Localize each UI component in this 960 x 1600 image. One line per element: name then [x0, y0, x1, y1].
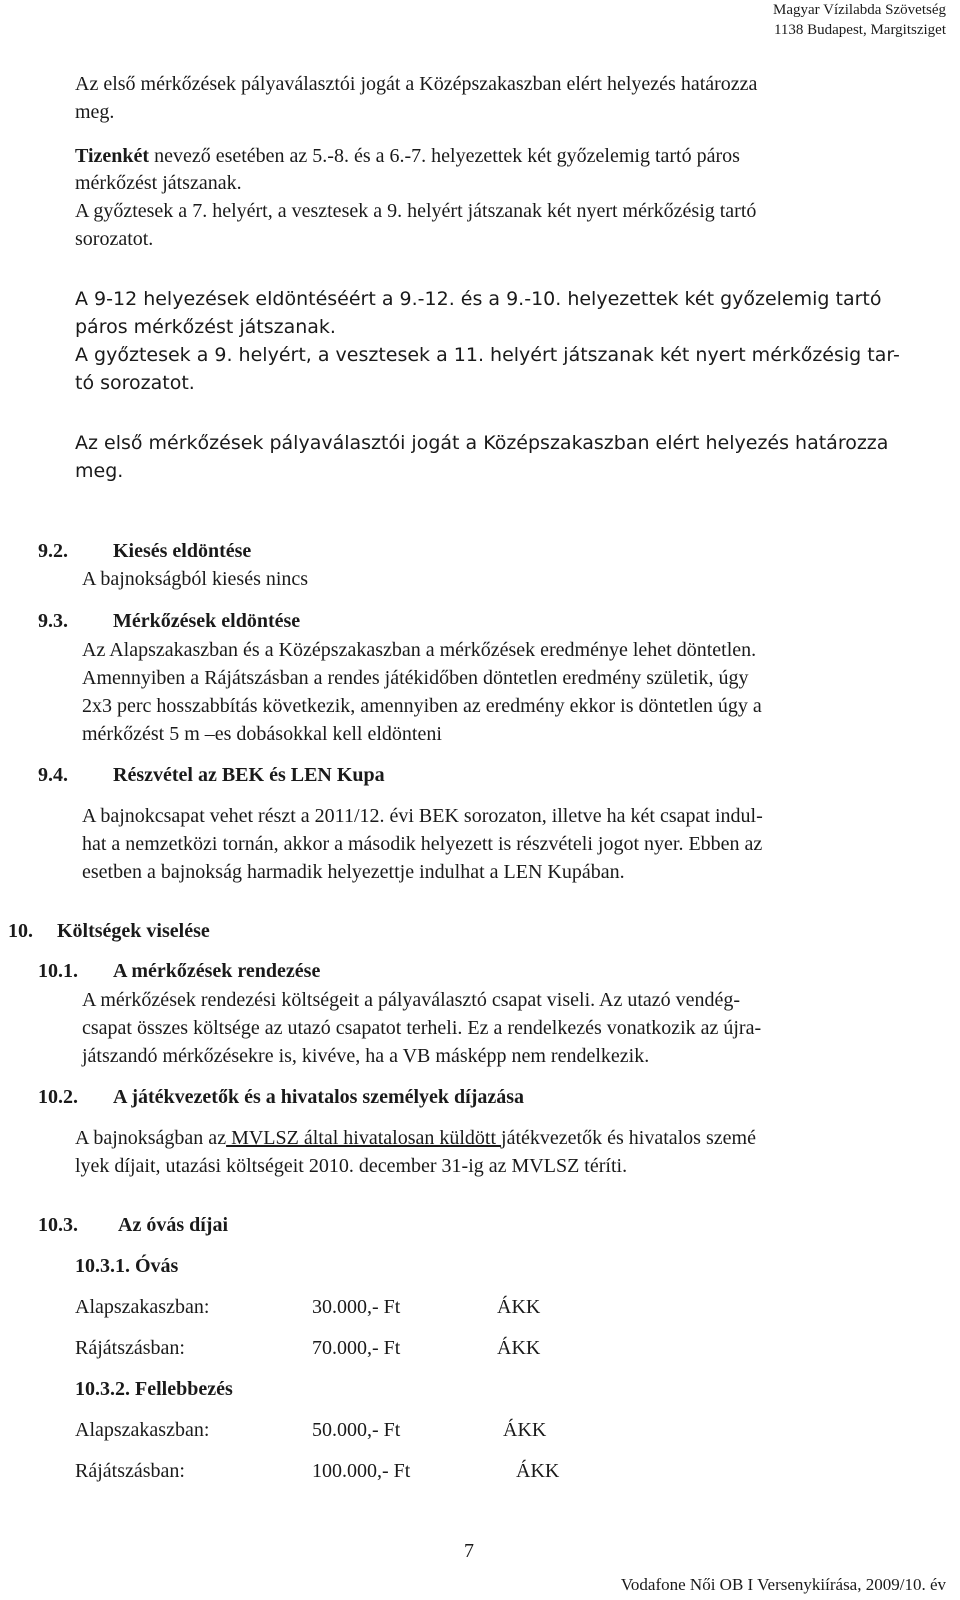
page-number: 7: [464, 1540, 474, 1562]
section-heading: Kiesés eldöntése: [113, 540, 252, 562]
paragraph-line: Tizenkét nevező esetében az 5.-8. és a 6.-7. helyezettek két győzelemig tartó páros: [75, 145, 740, 167]
fee-tax: ÁKK: [497, 1296, 541, 1318]
paragraph-line: Az első mérkőzések pályaválasztói jogát a Középszakaszban elért helyezés határozza: [75, 73, 758, 95]
section-number: 10.: [8, 920, 33, 942]
section-heading: Költségek viselése: [57, 920, 210, 942]
header-address: 1138 Budapest, Margitsziget: [773, 22, 946, 38]
section-heading: Mérkőzések eldöntése: [113, 610, 301, 632]
fee-amount: 30.000,- Ft: [312, 1296, 401, 1318]
section-number: 10.1.: [38, 960, 78, 982]
paragraph-line: tó sorozatot.: [75, 372, 195, 394]
section-number: 9.2.: [38, 540, 68, 562]
paragraph-line: A mérkőzések rendezési költségeit a pályaválasztó csapat viseli. Az utazó vendég-: [82, 989, 741, 1011]
paragraph-line: lyek díjait, utazási költségeit 2010. december 31-ig az MVLSZ téríti.: [75, 1155, 628, 1177]
paragraph-line: A győztesek a 7. helyért, a vesztesek a 9. helyért játszanak két nyert mérkőzésig tartó: [75, 200, 757, 222]
footer-doc-title: Vodafone Női OB I Versenykiírása, 2009/10. év: [620, 1575, 946, 1594]
paragraph-line: Az Alapszakaszban és a Középszakaszban a mérkőzések eredménye lehet döntetlen.: [82, 639, 757, 661]
fee-label: Alapszakaszban:: [75, 1296, 210, 1318]
fee-amount: 70.000,- Ft: [312, 1337, 401, 1359]
underlined-text: MVLSZ által hivatalosan küldött: [226, 1127, 502, 1149]
section-number: 10.2.: [38, 1086, 78, 1108]
paragraph-line: A bajnokcsapat vehet részt a 2011/12. évi BEK sorozaton, illetve ha két csapat indul-: [82, 805, 763, 827]
fee-label: Rájátszásban:: [75, 1337, 185, 1359]
emphasis-text: Tizenkét: [75, 145, 150, 167]
paragraph-line: A bajnokságban az MVLSZ által hivatalosan küldött játékvezetők és hivatalos szemé: [75, 1127, 756, 1149]
paragraph-line: meg.: [75, 101, 115, 123]
paragraph-line: csapat összes költsége az utazó csapatot terheli. Ez a rendelkezés vonatkozik az újra-: [82, 1017, 762, 1039]
section-number: 9.3.: [38, 610, 68, 632]
paragraph-line: játszandó mérkőzésekre is, kivéve, ha a VB másképp nem rendelkezik.: [82, 1045, 650, 1067]
section-heading: Az óvás díjai: [118, 1214, 228, 1236]
section-heading: A játékvezetők és a hivatalos személyek díjazása: [113, 1086, 525, 1108]
paragraph-line: A győztesek a 9. helyért, a vesztesek a 11. helyért játszanak két nyert mérkőzésig tar-: [75, 344, 900, 366]
paragraph-line: meg.: [75, 460, 124, 482]
paragraph-line: Amennyiben a Rájátszásban a rendes játékidőben döntetlen eredmény születik, úgy: [82, 667, 749, 689]
fee-amount: 50.000,- Ft: [312, 1419, 401, 1441]
fee-amount: 100.000,- Ft: [312, 1460, 411, 1482]
section-heading: Részvétel az BEK és LEN Kupa: [113, 764, 385, 786]
fee-tax: ÁKK: [503, 1419, 547, 1441]
fee-tax: ÁKK: [497, 1337, 541, 1359]
paragraph-line: A 9-12 helyezések eldöntéséért a 9.-12. és a 9.-10. helyezettek két győzelemig tartó: [75, 288, 882, 310]
section-number: 10.3.: [38, 1214, 78, 1236]
paragraph-line: 2x3 perc hosszabbítás következik, amennyiben az eredmény ekkor is döntetlen úgy a: [82, 695, 762, 717]
paragraph-line: A bajnokságból kiesés nincs: [82, 568, 309, 590]
section-heading: A mérkőzések rendezése: [113, 960, 321, 982]
paragraph-line: hat a nemzetközi tornán, akkor a második helyezett is részvételi jogot nyer. Ebben az: [82, 833, 763, 855]
paragraph-line: páros mérkőzést játszanak.: [75, 316, 336, 338]
paragraph-line: sorozatot.: [75, 228, 154, 250]
fee-label: Rájátszásban:: [75, 1460, 185, 1482]
subsection-heading: 10.3.2. Fellebbezés: [75, 1378, 233, 1400]
header-org: Magyar Vízilabda Szövetség: [772, 2, 946, 18]
paragraph-line: Az első mérkőzések pályaválasztói jogát a Középszakaszban elért helyezés határozza: [75, 432, 889, 454]
subsection-heading: 10.3.1. Óvás: [75, 1255, 179, 1277]
fee-tax: ÁKK: [516, 1460, 560, 1482]
fee-label: Alapszakaszban:: [75, 1419, 210, 1441]
section-number: 9.4.: [38, 764, 68, 786]
paragraph-line: mérkőzést 5 m –es dobásokkal kell eldönteni: [82, 723, 442, 745]
paragraph-line: mérkőzést játszanak.: [75, 172, 242, 194]
paragraph-line: esetben a bajnokság harmadik helyezettje indulhat a LEN Kupában.: [82, 861, 625, 883]
